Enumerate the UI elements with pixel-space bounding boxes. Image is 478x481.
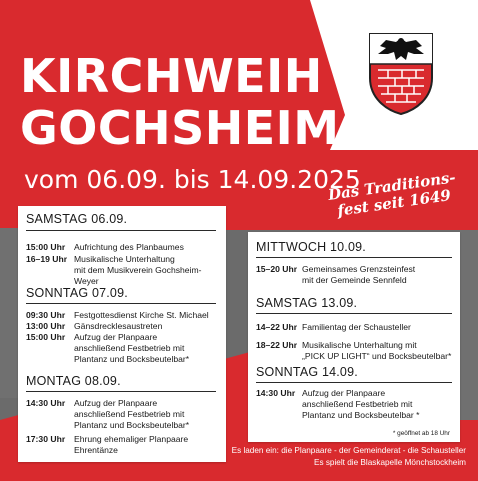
divider [256, 313, 452, 314]
event-desc: Musikalische Unterhaltung [74, 254, 175, 264]
event-time: 14–22 Uhr [256, 322, 298, 332]
divider [256, 382, 452, 383]
schedule-card-right [248, 232, 460, 442]
title-gochsheim: GOCHSHEIM [20, 101, 340, 155]
date-range: vom 06.09. bis 14.09.2025 [24, 165, 361, 194]
background-gray-right [460, 230, 478, 430]
event-desc: anschließend Festbetrieb mit [74, 409, 185, 419]
event-desc: anschließend Festbetrieb mit [302, 399, 413, 409]
schedule-card-left [18, 206, 226, 462]
event-desc: Gänsdrecklesaustreten [74, 321, 163, 331]
event-time: 16–19 Uhr [26, 254, 68, 264]
event-time: 15:00 Uhr [26, 242, 66, 252]
footnote: * geöffnet ab 18 Uhr [392, 430, 450, 437]
event-desc: Festgottesdienst Kirche St. Michael [74, 310, 209, 320]
event-desc: Aufrichtung des Planbaumes [74, 242, 184, 252]
day-heading: SAMSTAG 06.09. [26, 212, 128, 226]
day-heading: MONTAG 08.09. [26, 374, 121, 388]
event-desc: Aufzug der Planpaare [74, 332, 158, 342]
event-desc: Plantanz und Bocksbeutelbar* [74, 420, 190, 430]
event-desc: Plantanz und Bocksbeutelbar* [74, 354, 190, 364]
event-desc: Aufzug der Planpaare [74, 398, 158, 408]
event-desc: Familientag der Schausteller [302, 322, 411, 332]
divider [26, 391, 216, 392]
day-heading: SONNTAG 07.09. [26, 286, 128, 300]
event-desc: „PICK UP LIGHT“ und Bocksbeutelbar* [302, 351, 452, 361]
event-time: 13:00 Uhr [26, 321, 66, 331]
event-time: 15–20 Uhr [256, 264, 298, 274]
day-heading: SONNTAG 14.09. [256, 365, 358, 379]
event-time: 09:30 Uhr [26, 310, 66, 320]
event-desc: Ehrung ehemaliger Planpaare [74, 434, 189, 444]
divider [26, 303, 216, 304]
day-heading: SAMSTAG 13.09. [256, 296, 358, 310]
event-time: 15:00 Uhr [26, 332, 66, 342]
event-time: 14:30 Uhr [256, 388, 296, 398]
event-time: 14:30 Uhr [26, 398, 66, 408]
event-desc: mit dem Musikverein Gochsheim-Weyer [74, 265, 202, 286]
event-desc: mit der Gemeinde Sennfeld [302, 275, 407, 285]
divider [26, 230, 216, 231]
event-time: 18–22 Uhr [256, 340, 298, 350]
event-desc: Musikalische Unterhaltung mit [302, 340, 417, 350]
event-desc: Aufzug der Planpaare [302, 388, 386, 398]
event-desc: anschließend Festbetrieb mit [74, 343, 185, 353]
event-time: 17:30 Uhr [26, 434, 66, 444]
title-kirchweih: KIRCHWEIH [20, 49, 323, 103]
event-desc: Gemeinsames Grenzsteinfest [302, 264, 416, 274]
event-desc: Ehrentänze [74, 445, 118, 455]
invitation-line: Es laden ein: die Planpaare - der Gemeinderat - die Schausteller [231, 446, 466, 455]
coat-of-arms-icon [366, 30, 436, 116]
divider [256, 257, 452, 258]
day-heading: MITTWOCH 10.09. [256, 240, 366, 254]
music-line: Es spielt die Blaskapelle Mönchstockheim [314, 458, 466, 467]
event-desc: Plantanz und Bocksbeutelbar * [302, 410, 420, 420]
tradition-tagline: Das Traditions-fest seit 1649 [326, 168, 457, 220]
